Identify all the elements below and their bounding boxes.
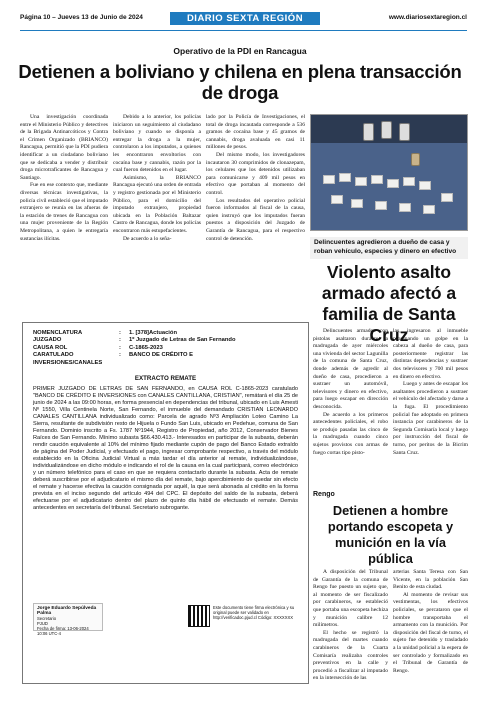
- second-column-2: [393, 328, 468, 457]
- header-rule: [20, 30, 467, 31]
- meta-key: JUZGADO: [33, 337, 62, 344]
- lead-paragraph: De acuerdo a lo seña-: [123, 235, 172, 242]
- phone-icon: [399, 123, 410, 141]
- phone-icon: [363, 123, 374, 141]
- meta-sep: :: [119, 344, 121, 351]
- package-icon: [355, 177, 367, 186]
- package-icon: [399, 203, 411, 212]
- meta-key: CAUSA ROL: [33, 344, 68, 351]
- meta-value: BANCO DE CRÉDITO E: [129, 352, 193, 359]
- meta-value: 1. [378]Actuación: [129, 330, 177, 336]
- e-signature-box: [33, 603, 103, 636]
- lead-paragraph: Del mismo modo, los investigadores incautaron 30 comprimidos de clonazepam, los celulares que los detenidos utilizaban para comunicarse y 409 mil pesos en efectivo que portaban al momento del control.: [206, 151, 305, 196]
- notice-meta-row: [33, 360, 298, 367]
- lead-paragraph: Debido a lo anterior, los policías iniciaron un seguimiento al ciudadano boliviano y cuando se disponía a entregar la droga a la mujer, controlaron a los imputados, a quienes les encontraron envoltorios con cocaína base y cannabis, razón por la cual fueron detenidos en el lugar.: [113, 114, 201, 174]
- second-caption: Delincuentes agredieron a dueño de casa y roban vehículo, especies y dinero en efectivo: [310, 237, 468, 259]
- site-url[interactable]: www.diariosextaregion.cl: [388, 14, 467, 21]
- package-icon: [323, 175, 335, 184]
- signer-role: Secretario: [37, 616, 57, 621]
- second-headline: Violento asalto armado afectó a familia de Santa Cruz: [321, 262, 457, 345]
- third-headline: Detienen a hombre portando escopeta y munición en la vía pública: [327, 503, 454, 566]
- notice-meta-row: [33, 337, 298, 344]
- second-paragraph: Luego y antes de escapar los asaltantes procedieron a sustraer el vehículo del afectado y darse a la fuga. El procedimiento policial fue adoptado en primera instancia por carabineros de la Segunda Comisaría local y luego por instrucción del fiscal de turno, por peritos de la Bicrim Santa Cruz.: [393, 381, 468, 456]
- qr-code-icon[interactable]: [188, 605, 210, 627]
- phone-icon: [381, 121, 392, 139]
- jar-icon: [411, 153, 420, 166]
- meta-key: CARATULADO: [33, 352, 74, 359]
- second-paragraph: Delincuentes armados con pistolas asaltaron durante la madrugada de ayer miércoles una vivienda del sector Lagunilla de la comuna de Santa Cruz, donde además de agredir al dueño de casa, procedieron a sustraer un automóvil, televisores y dinero en efectivo, para luego escapar en dirección desconocida.: [313, 328, 388, 410]
- lead-paragraph: lado por la Policía de Investigaciones, el total de droga incautada corresponde a 536 gramos de cocaína base y 45 gramos de cannabis, droga avaluada en casi 11 millones de pesos.: [206, 114, 305, 151]
- package-icon: [387, 179, 399, 188]
- package-icon: [441, 193, 453, 202]
- package-icon: [419, 181, 431, 190]
- meta-sep: :: [119, 330, 121, 336]
- meta-sep: :: [119, 352, 121, 359]
- signer-org: PJUD: [37, 621, 48, 626]
- notice-body: PRIMER JUZGADO DE LETRAS DE SAN FERNANDO, en CAUSA ROL C-1865-2023 caratulado "BANCO DE CRÉDITO E INVERSIONES con CANALES CANTILLANA, CRISTIAN", remátará el día 25 de junio de 2024 a las 09:00 horas, en forma presencial en dependencias del tribunal, ubicado en Luis Amesti Nº 1550, Villa Centinela Norte, San Fernando, el inmueble del demandado CRISTIAN LEONARDO CANALES CANTILLANA individualizado como: Parcela de agrado Nº3 Ampliación Loteo Camino La Sierra, resultante de subdivisión resto de Hijuela o Fundo San Luis, ubicado en Pedehue, comuna de San Fernando. Dominio inscrito a Fs. 1787 Nº1944, Registro de Propiedad, año 2012, Conservador Bienes Raíces de San Fernando. Mínimo subasta $66.430.413.- Interesados en participar de la subasta, deberán rendir caución equivalente al 10% del mínimo fijado mediante cupón de pago del Banco Estado extraído de página del Poder Judicial, y efectuado el pago, ingresar comprobante respectivo, a través del módulo establecido en la Oficina Judicial Virtual a más tardar el día anterior al remate, individualizándose, individualizándose en dicho módulo e indicando el rol de la causa en la cual participará, correo electrónico y un número telefónico para el caso en que se requiera contactarlo durante la subasta. Acta de remate deberá suscribirse por el adjudicatario el mismo día del remate, bajo apercibimiento de quedar sin efecto el remate y hacerse efectiva la caución consignada por aquél, la que será abonada al crédito en la forma prevista en el inciso segundo del artículo 494 del CPC. El depósito del saldo de la subasta, deberá efectuarse por el adjudicatario dentro del plazo de quinto día hábil de efectuado el remate. Demás antecedentes en secretaría del tribunal. Secretario subrogante.: [33, 386, 298, 512]
- second-paragraph: De acuerdo a los primeros antecedentes policiales, el robo se produjo pasadas las cinco de la madrugada cuando cinco sujetos provistos con armas de fuego cortas tipo pisto-: [313, 411, 388, 456]
- lead-column-2: [113, 114, 201, 243]
- package-icon: [403, 177, 415, 186]
- lead-headline: Detienen a boliviano y chilena en plena transacción de droga: [18, 61, 462, 103]
- meta-key: NOMENCLATURA: [33, 330, 83, 336]
- page-header: [20, 12, 467, 28]
- package-icon: [331, 195, 343, 204]
- signature-date: Fecha de firma: 13-06-2024 10:06 UTC-4: [37, 626, 89, 636]
- lead-paragraph: Una investigación coordinada entre el Ministerio Público y detectives de la Brigada Antinarcóticos y Contra el Crimen Organizado (BRIANCO) Rancagua, permitió que la PDI pudiera identificar a un ciudadano boliviano que se dedicaba a vender y distribuir droga microtraficantes de Rancagua y Santiago.: [20, 114, 108, 181]
- meta-sep: :: [119, 337, 121, 344]
- package-icon: [339, 173, 351, 182]
- package-icon: [423, 205, 435, 214]
- notice-meta: [33, 330, 298, 367]
- second-column-1: [313, 328, 388, 457]
- third-paragraph: arterias Santa Teresa con San Vicente, en la población San Benito de esta ciudad.: [393, 569, 468, 591]
- lead-column-1: [20, 114, 108, 243]
- third-kicker: Rengo: [313, 491, 335, 498]
- second-paragraph: las, ingresaron al inmueble propinando un golpe en la cabeza al dueño de casa, para posteriormente registrar las distintas dependencias y sustraer dos televisores y 700 mil pesos en dinero en efectivo.: [393, 328, 468, 380]
- third-column-1: [313, 569, 388, 683]
- legal-notice: [22, 322, 309, 684]
- meta-key: INVERSIONES/CANALES: [33, 359, 103, 366]
- lead-paragraph: Fue en ese contexto que, mediante diversas técnicas investigativas, la policía civil estableció que el imputado extranjero se reunía en las afueras de la estación de trenes de Rancagua con una mujer proveniente de la Región Metropolitana, a quien le entregaría sustancias ilícitas.: [20, 182, 108, 242]
- notice-meta-row: [33, 330, 298, 337]
- lead-paragraph: Los resultados del operativo policial fueron informados al fiscal de la causa, quien instruyó que los imputados fueran puestos a disposición del Juzgado de Garantía de Rancagua, para el respectivo control de detención.: [206, 197, 305, 242]
- meta-value: 1º Juzgado de Letras de San Fernando: [129, 337, 236, 344]
- meta-value: C-1865-2023: [129, 344, 163, 351]
- third-paragraph: El hecho se registró la madrugada del martes cuando carabineros de la Cuarta Comisaría realizaba controles preventivos en la calle y procedió a fiscalizar al imputado en la intersección de las: [313, 629, 388, 682]
- notice-title: EXTRACTO REMATE: [134, 375, 197, 383]
- package-icon: [375, 201, 387, 210]
- notice-meta-row: [33, 352, 298, 359]
- lead-paragraph: Asimismo, la BRIANCO Rancagua ejecutó una orden de entrada y registro gestionada por el Ministerio Público, para el domicilio del imputado extranjero, propiedad ubicada en la Población Baltazar Castro de Rancagua, donde los policías encontraron más estupefacientes.: [113, 174, 201, 234]
- third-column-2: [393, 569, 468, 675]
- third-paragraph: Al momento de revisar sus vestimentas, los efectivos policiales, se percataron que el hombre transportaba el armamento con la munición. Por disposición del fiscal de turno, el sujeto fue detenido y trasladado a la unidad policial a la espera de ser controlado y formalizado en el Tribunal de Garantía de Rengo.: [393, 591, 468, 674]
- seized-drugs-photo: [310, 114, 468, 231]
- page-info: Página 10 – Jueves 13 de Junio de 2024: [20, 14, 143, 21]
- signer-name: Jorge Eduardo Sepúlveda Palma: [37, 606, 97, 616]
- lead-kicker: Operativo de la PDI en Rancagua: [173, 46, 307, 56]
- masthead: DIARIO SEXTA REGIÓN: [170, 12, 320, 25]
- third-paragraph: A disposición del Tribunal de Garantía de la comuna de Rengo fue puesto un sujeto que, al momento de ser fiscalizado por carabineros, se estableció que portaba una escopeta hechiza y munición calibre 12 milímetros.: [313, 569, 388, 629]
- lead-column-3: [206, 114, 305, 243]
- qr-caption: Este documento tiene firma electrónica y su original puede ser validado en http://verificadoc.pjud.cl Código: XXXXXXX: [213, 605, 295, 621]
- package-icon: [351, 199, 363, 208]
- package-icon: [371, 175, 383, 184]
